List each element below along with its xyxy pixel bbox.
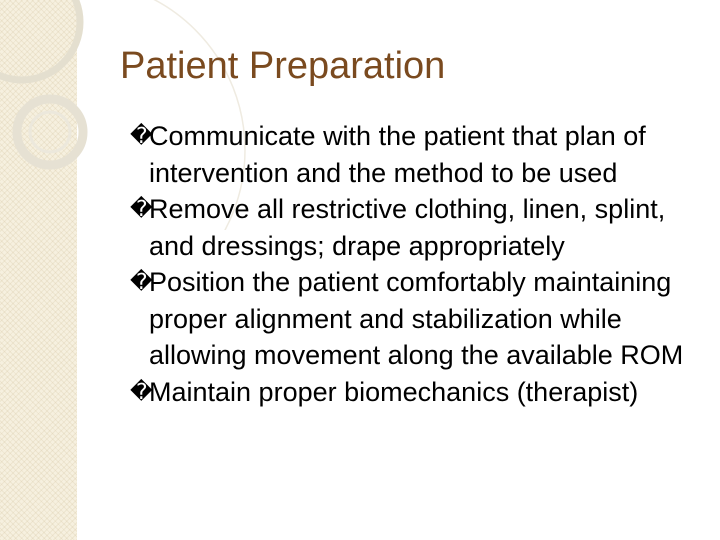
bullet-item [130, 374, 700, 411]
bullet-text: Maintain proper biomechanics (therapist) [149, 376, 639, 407]
decorative-ring-medium [17, 99, 83, 165]
bullet-item [130, 264, 700, 374]
bullet-item [130, 118, 700, 191]
bullet-marker: � [130, 269, 153, 294]
bullet-text: Position the patient comfortably maintaining proper alignment and stabilization while allowing movement along the available ROM [149, 267, 684, 370]
bullet-marker: � [130, 378, 153, 404]
decorative-ring-large [0, 0, 80, 80]
slide-title: Patient Preparation [120, 45, 446, 87]
bullet-item [130, 191, 700, 264]
bullet-marker: � [130, 196, 153, 221]
bullet-marker: � [130, 123, 153, 148]
bullet-list [130, 118, 700, 410]
decorative-ring-thin [30, 112, 70, 152]
bullet-text: Remove all restrictive clothing, linen, splint, and dressings; drape appropriately [149, 194, 666, 261]
bullet-text: Communicate with the patient that plan of intervention and the method to be used [149, 121, 646, 188]
